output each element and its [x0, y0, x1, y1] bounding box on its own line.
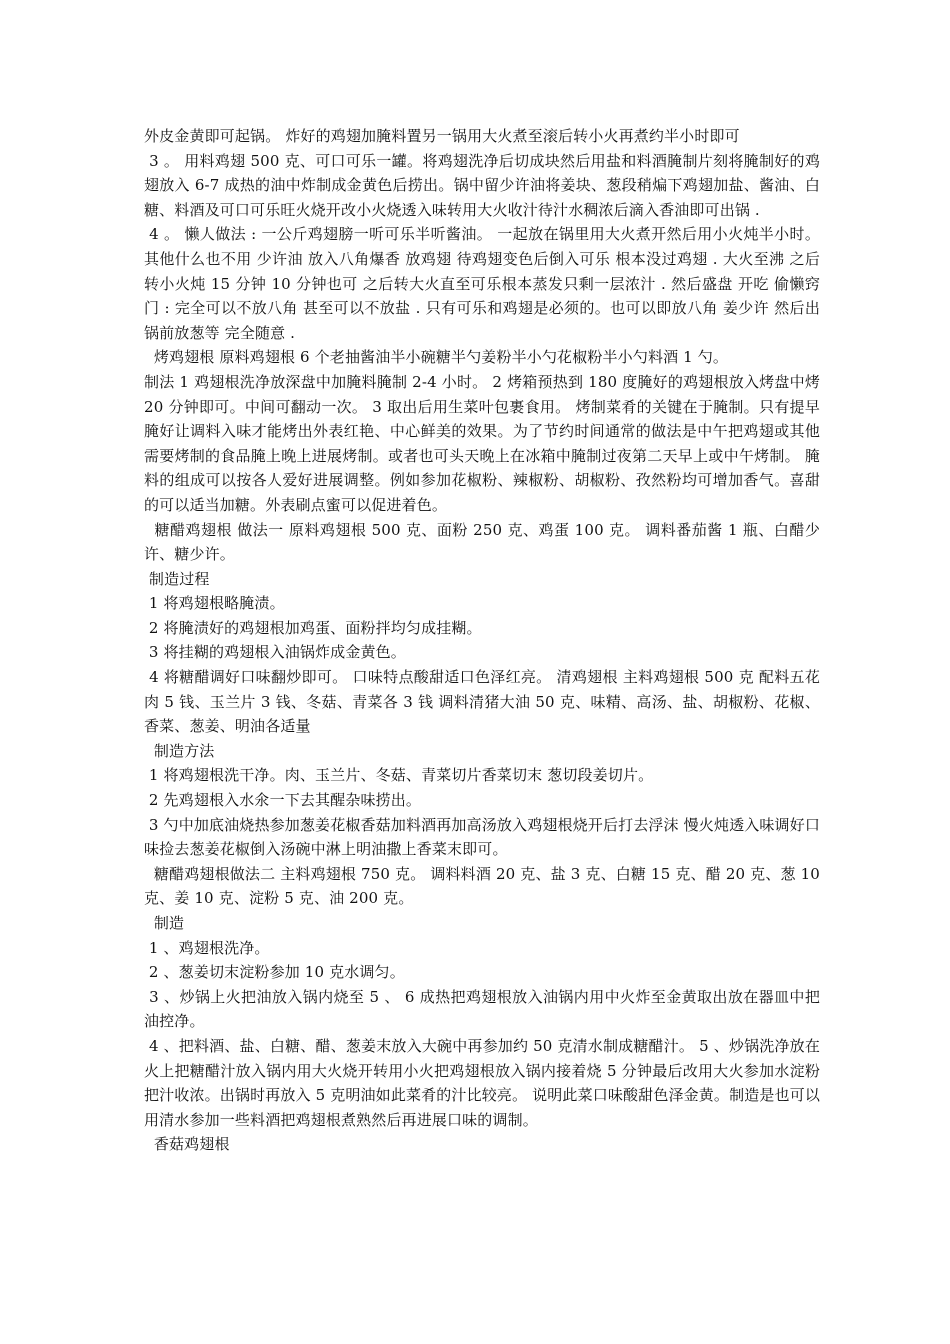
paragraph: 制造过程	[144, 569, 210, 588]
paragraph: 糖醋鸡翅根做法二 主料鸡翅根 750 克。 调料料酒 20 克、盐 3 克、白糖 15 克、醋 20 克、葱 10 克、姜 10 克、淀粉 5 克、油 200 克。	[144, 864, 825, 908]
paragraph: 2 将腌渍好的鸡翅根加鸡蛋、面粉拌均匀成挂糊。	[144, 618, 482, 637]
paragraph: 烤鸡翅根 原料鸡翅根 6 个老抽酱油半小碗糖半勺姜粉半小勺花椒粉半小勺料酒 1 勺。	[144, 348, 729, 367]
paragraph: 制造	[144, 914, 185, 932]
paragraph: 1 将鸡翅根洗干净。肉、玉兰片、冬菇、青菜切片香菜切末 葱切段姜切片。	[144, 766, 654, 785]
paragraph: 2 先鸡翅根入水氽一下去其醒杂味捞出。	[144, 791, 422, 810]
paragraph: 制造方法	[144, 741, 215, 760]
paragraph: 香菇鸡翅根	[144, 1135, 230, 1154]
paragraph: 4 。 懒人做法 : 一公斤鸡翅膀一听可乐半听酱油。 一起放在锅里用大火煮开然后用小火炖半小时。 其他什么也不用 少许油 放入八角爆香 放鸡翅 待鸡翅变色后倒入可乐 根本没过鸡翅 . 大火至沸 之后转小火炖 15 分钟 10 分钟也可 之后转大火直至可乐根本蒸发只剩一层浓汁 . 然后盛盘 开吃 偷懒窍门 : 完全可以不放八角 甚至可以不放盐 . 只有可乐和鸡翅是必须的。也可以即放八角 姜少许 然后出锅前放葱等 完全随意 .	[144, 225, 825, 342]
paragraph: 外皮金黄即可起锅。 炸好的鸡翅加腌料置另一锅用大火煮至滚后转小火再煮约半小时即可	[144, 127, 740, 145]
paragraph: 制法 1 鸡翅根洗净放深盘中加腌料腌制 2-4 小时。 2 烤箱预热到 180 度腌好的鸡翅根放入烤盘中烤 20 分钟即可。中间可翻动一次。 3 取出后用生菜叶包裹食用。 烤制菜肴的关键在于腌制。只有提早腌好让调料入味才能烤出外表红艳、中心鲜美的效果。为了节约时间通常的做法是中午把鸡翅或其他需要烤制的食品腌上晚上进展烤制。或者也可头天晚上在冰箱中腌制过夜第二天早上或中午烤制。 腌料的组成可以按各人爱好进展调整。例如参加花椒粉、辣椒粉、胡椒粉、孜然粉均可增加香气。喜甜的可以适当加糖。外表刷点蜜可以促进着色。	[144, 372, 825, 514]
paragraph: 4 将糖醋调好口味翻炒即可。 口味特点酸甜适口色泽红亮。 清鸡翅根 主料鸡翅根 500 克 配料五花肉 5 钱、玉兰片 3 钱、冬菇、青菜各 3 钱 调料清猪大油 50 克、味精、高汤、盐、胡椒粉、花椒、香菜、葱姜、明油各适量	[144, 668, 820, 736]
paragraph: 3 、炒锅上火把油放入锅内烧至 5 、 6 成热把鸡翅根放入油锅内用中火炸至金黄取出放在器皿中把油控净。	[144, 987, 820, 1031]
document-body	[144, 124, 825, 1157]
paragraph: 3 。 用料鸡翅 500 克、可口可乐一罐。将鸡翅洗净后切成块然后用盐和料酒腌制片刻将腌制好的鸡翅放入 6-7 成热的油中炸制成金黄色后捞出。锅中留少许油将姜块、葱段稍煸下鸡翅加盐、酱油、白糖、料酒及可口可乐旺火烧开改小火烧透入味转用大火收汁待汁水稠浓后滴入香油即可出锅 .	[144, 151, 821, 219]
paragraph: 4 、把料酒、盐、白糖、醋、葱姜末放入大碗中再参加约 50 克清水制成糖醋汁。 5 、炒锅洗净放在火上把糖醋汁放入锅内用大火烧开转用小火把鸡翅根放入锅内接着烧 5 分钟最后改用大火参加水淀粉把汁收浓。出锅时再放入 5 克明油如此菜肴的汁比较亮。 说明此菜口味酸甜色泽金黄。制造是也可以用清水参加一些料酒把鸡翅根煮熟然后再进展口味的调制。	[144, 1036, 821, 1129]
paragraph: 1 将鸡翅根略腌渍。	[144, 594, 285, 613]
paragraph: 3 勺中加底油烧热参加葱姜花椒香菇加料酒再加高汤放入鸡翅根烧开后打去浮沫 慢火炖透入味调好口味捡去葱姜花椒倒入汤碗中淋上明油撒上香菜末即可。	[144, 815, 820, 859]
paragraph: 1 、鸡翅根洗净。	[144, 938, 270, 957]
paragraph: 2 、葱姜切末淀粉参加 10 克水调匀。	[144, 963, 405, 982]
paragraph: 糖醋鸡翅根 做法一 原料鸡翅根 500 克、面粉 250 克、鸡蛋 100 克。 调料番茄酱 1 瓶、白醋少许、糖少许。	[144, 520, 820, 564]
paragraph: 3 将挂糊的鸡翅根入油锅炸成金黄色。	[144, 643, 406, 662]
